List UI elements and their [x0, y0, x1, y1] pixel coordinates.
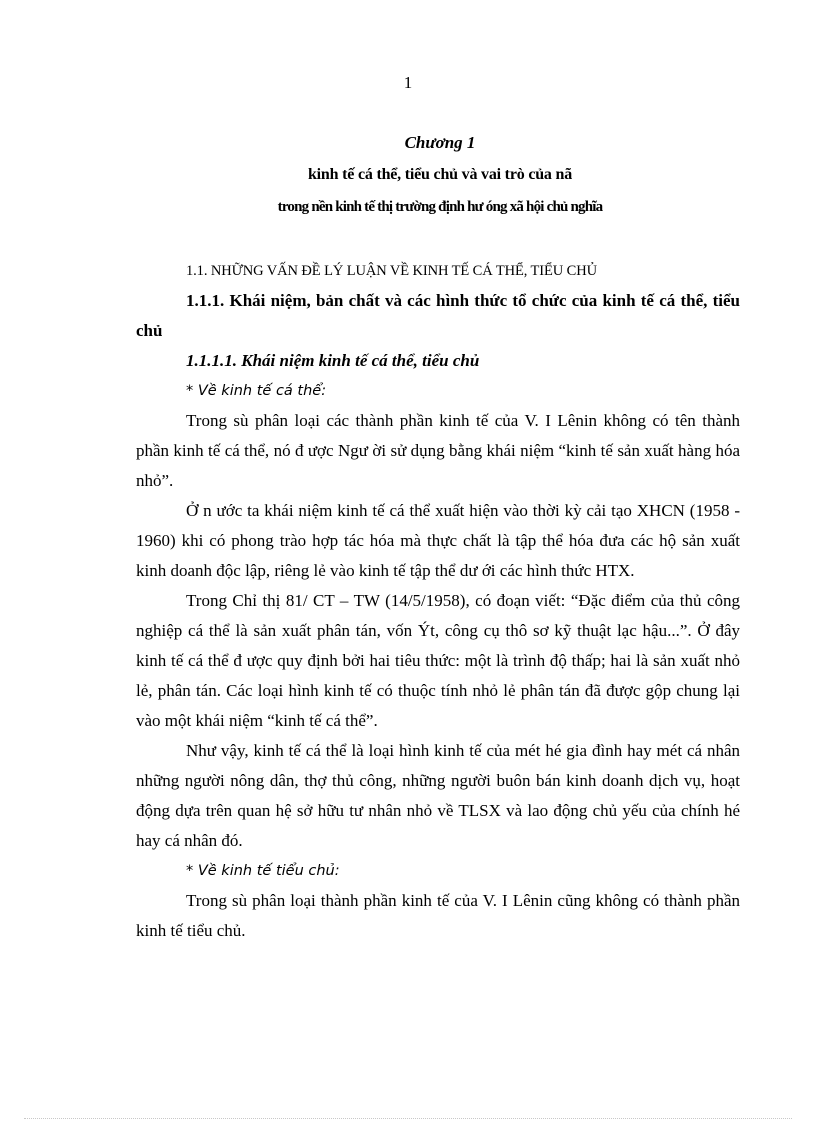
page-number: 1 — [403, 73, 413, 92]
chapter-title-line-2: trong nền kinh tế thị trường định hư óng xã hội chủ nghĩa — [277, 199, 603, 215]
page-bottom-border — [24, 1118, 792, 1119]
subheading-ca-the: * Về kinh tế cá thể: — [186, 383, 327, 399]
subheading-tieu-chu: * Về kinh tế tiểu chủ: — [186, 863, 340, 879]
chapter-title-line-1: kinh tế cá thể, tiểu chủ và vai trò của nã — [307, 166, 573, 183]
section-heading-1-1-1-1: 1.1.1.1. Khái niệm kinh tế cá thể, tiểu chủ — [186, 351, 480, 370]
paragraph: Trong sù phân loại các thành phần kinh tế của V. I Lênin không có tên thành phần kinh tế cá thể, nó đ ược Ngư ời sử dụng bằng khái niệm “kinh tế sản xuất hàng hóa nhỏ”. — [136, 411, 740, 490]
paragraph: Như vậy, kinh tế cá thể là loại hình kinh tế của mét hé gia đình hay mét cá nhân những người nông dân, thợ thủ công, những người buôn bán kinh doanh dịch vụ, hoạt động dựa trên quan hệ sở hữu tư nhân nhỏ về TLSX và lao động chủ yếu của chính hé hay cá nhân đó. — [136, 741, 740, 850]
section-heading-1-1: 1.1. NHỮNG VẤN ĐỀ LÝ LUẬN VỀ KINH TẾ CÁ THỂ, TIỂU CHỦ — [186, 263, 597, 279]
body-text — [136, 256, 740, 946]
paragraph: Trong sù phân loại thành phần kinh tế của V. I Lênin cũng không có thành phần kinh tế tiểu chủ. — [136, 891, 740, 940]
paragraph: Trong Chỉ thị 81/ CT – TW (14/5/1958), có đoạn viết: “Đặc điểm của thủ công nghiệp cá thể là sản xuất phân tán, vốn Ýt, công cụ thô sơ kỹ thuật lạc hậu...”. Ở đây kinh tế cá thể đ ược quy định bởi hai tiêu thức: một là trình độ thấp; hai là sản xuất nhỏ lẻ, phân tán. Các loại hình kinh tế có thuộc tính nhỏ lẻ phân tán đã được gộp chung lại vào một khái niệm “kinh tế cá thể”. — [136, 591, 740, 730]
section-heading-1-1-1: 1.1.1. Khái niệm, bản chất và các hình thức tổ chức của kinh tế cá thể, tiểu chủ — [136, 291, 740, 340]
chapter-heading: Chương 1 — [404, 133, 476, 152]
paragraph: Ở n ước ta khái niệm kinh tế cá thể xuất hiện vào thời kỳ cải tạo XHCN (1958 - 1960) khi có phong trào hợp tác hóa mà thực chất là tập thể hóa đưa các hộ sản xuất kinh doanh độc lập, riêng lẻ vào kinh tế tập thể dư ới các hình thức HTX. — [136, 501, 740, 580]
